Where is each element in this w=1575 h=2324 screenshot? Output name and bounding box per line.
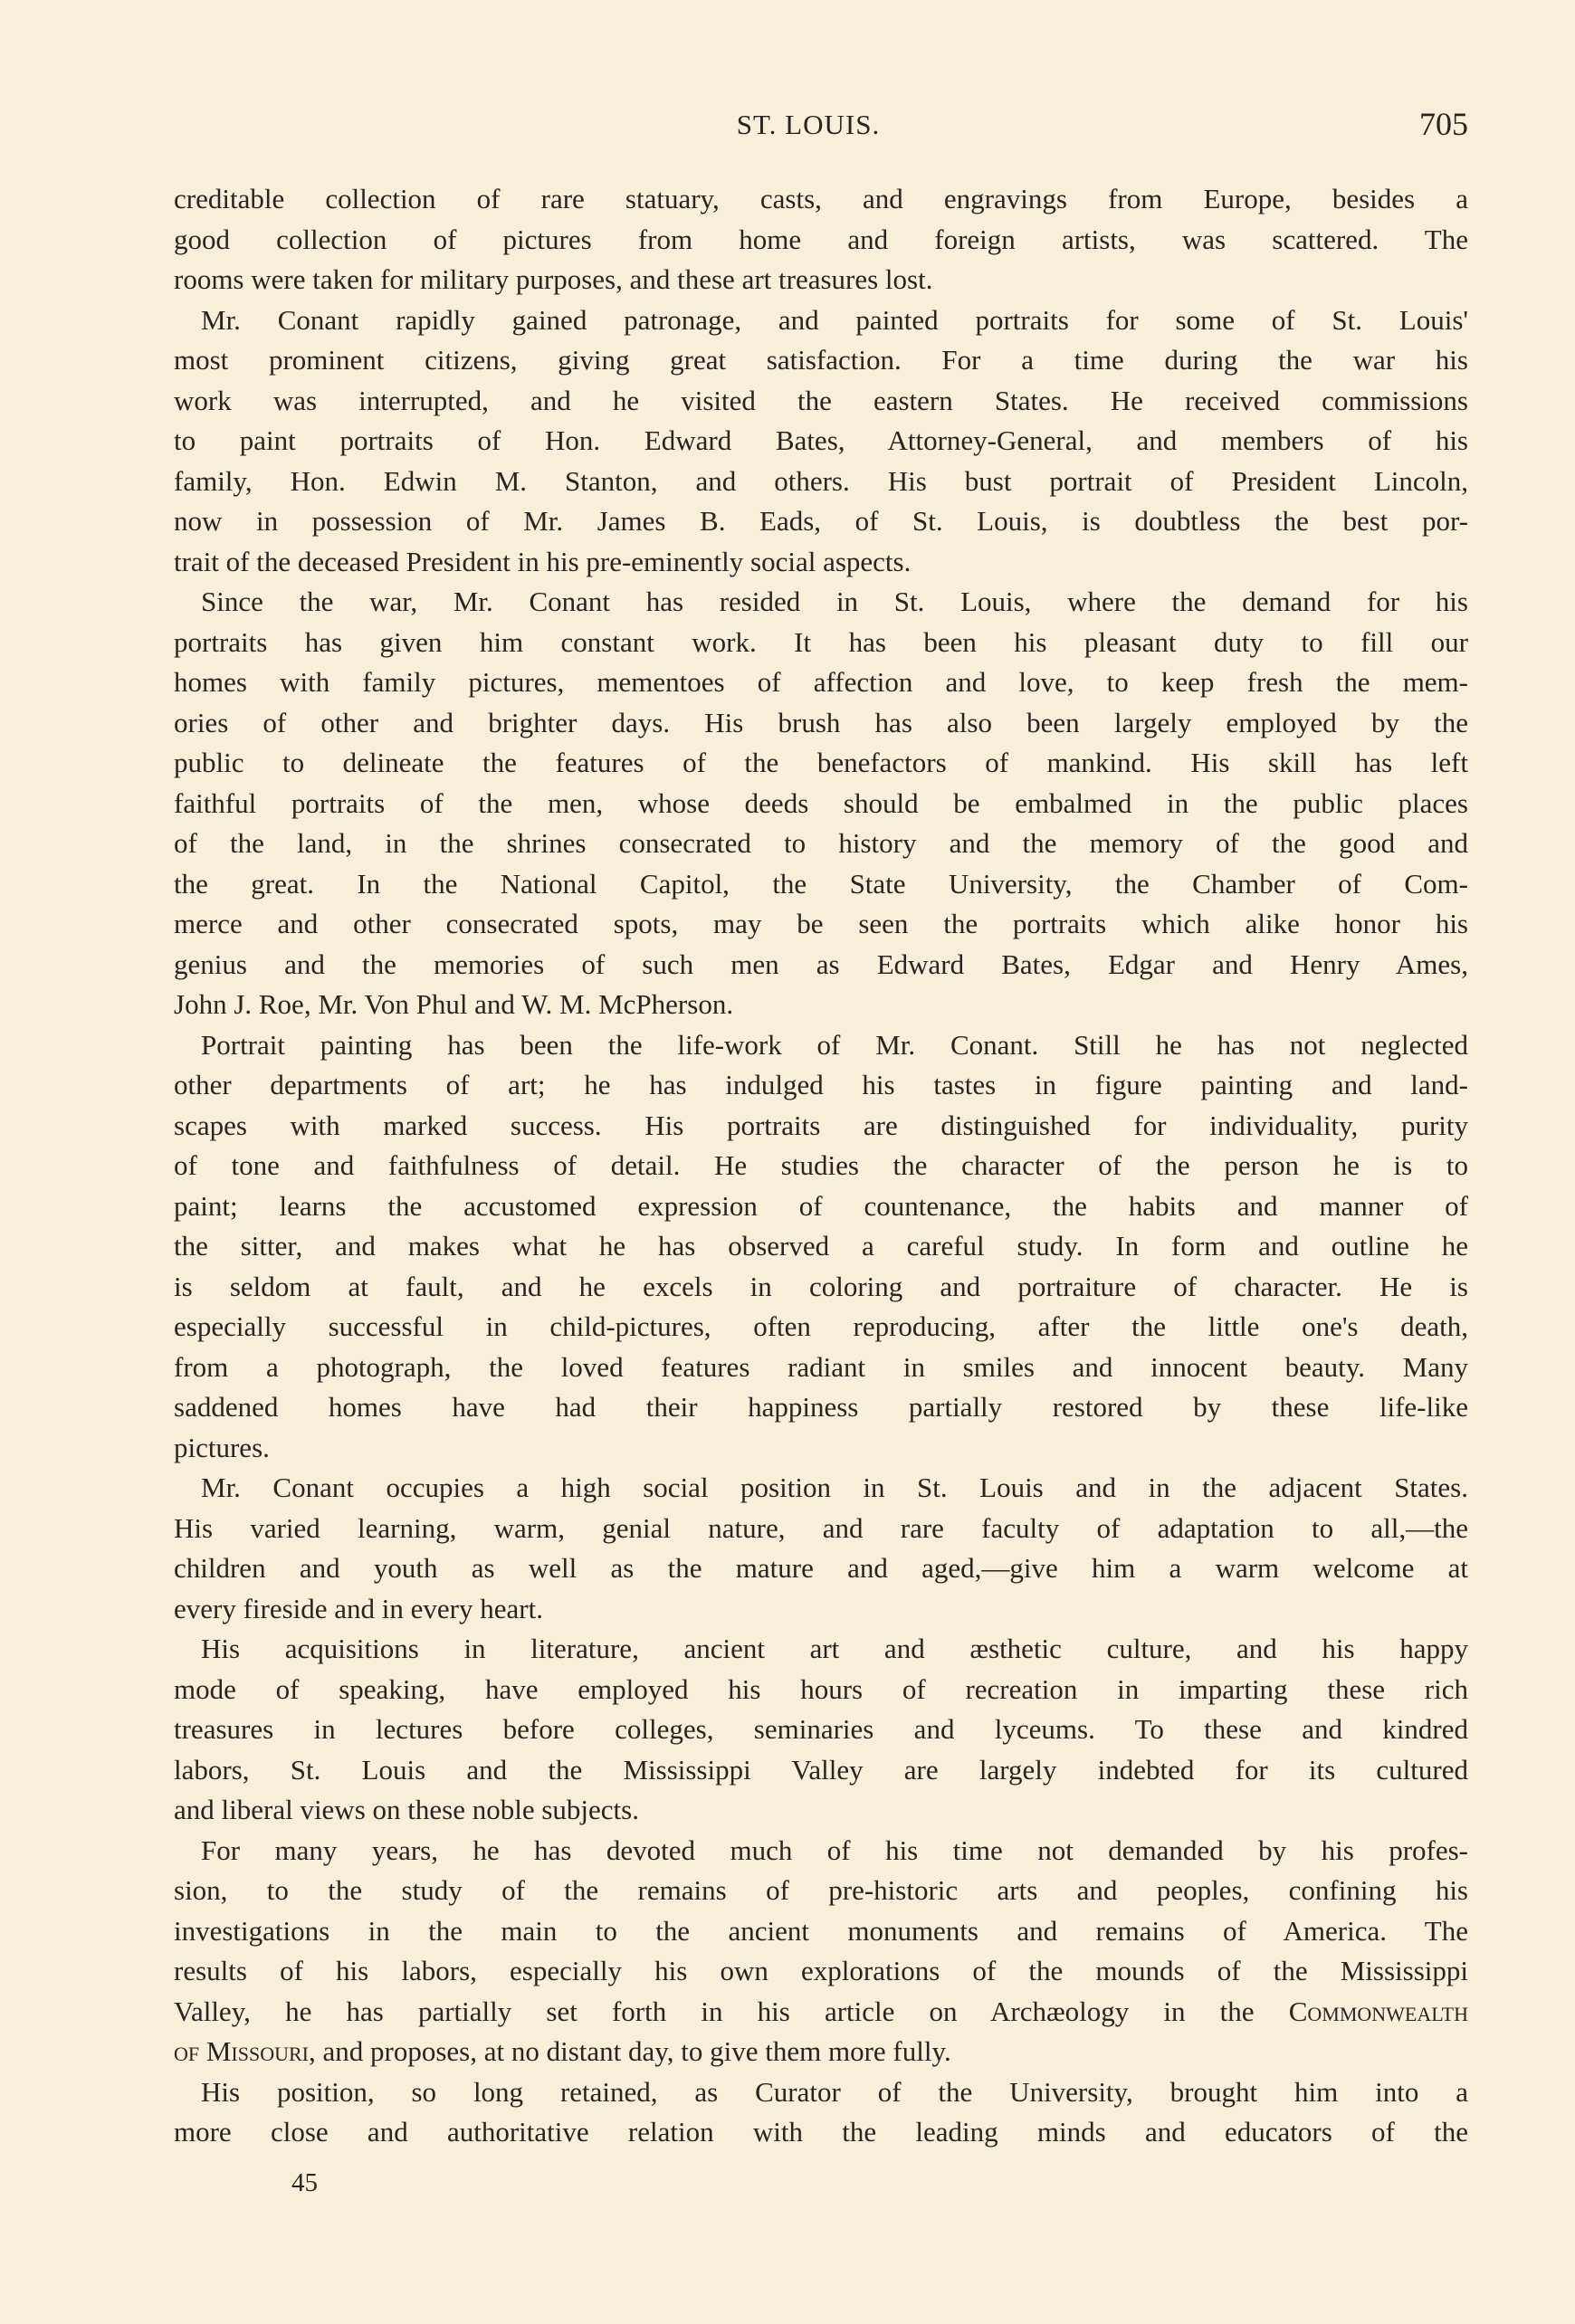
text-line xyxy=(174,824,1468,864)
text-line xyxy=(174,582,1468,623)
text-line xyxy=(174,501,1468,542)
text-line xyxy=(174,260,1468,300)
text-line xyxy=(174,2112,1468,2153)
line-text: the great. In the National Capitol, the State University, the Chamber of Com- xyxy=(174,867,1468,900)
text-line xyxy=(174,743,1468,784)
text-line xyxy=(174,1387,1468,1428)
text-line xyxy=(174,1831,1468,1872)
text-line xyxy=(174,1186,1468,1227)
text-line xyxy=(174,1670,1468,1710)
text-line xyxy=(174,462,1468,502)
text-line xyxy=(174,1629,1468,1670)
line-text: and liberal views on these noble subjects. xyxy=(174,1794,639,1825)
text-line xyxy=(174,2072,1468,2113)
text-line xyxy=(174,1911,1468,1952)
line-text: creditable collection of rare statuary, casts, and engravings from Europe, besides a xyxy=(174,183,1468,214)
line-text: results of his labors, especially his own explorations of the mounds of the Mississippi xyxy=(174,1955,1468,1986)
text-line xyxy=(174,904,1468,945)
line-text: good collection of pictures from home and foreign artists, was scattered. The xyxy=(174,223,1468,255)
line-text: scapes with marked success. His portraits are distinguished for individuality, purity xyxy=(174,1109,1468,1141)
line-text: especially successful in child-pictures, often reproducing, after the little one's death, xyxy=(174,1310,1468,1342)
line-text: genius and the memories of such men as Edward Bates, Edgar and Henry Ames, xyxy=(174,948,1468,980)
signature-mark: 45 xyxy=(291,2168,318,2197)
text-line xyxy=(174,340,1468,381)
text-line xyxy=(174,1146,1468,1186)
text-line xyxy=(174,864,1468,905)
line-text: His acquisitions in literature, ancient art and æsthetic culture, and his happy xyxy=(201,1633,1468,1664)
small-caps-text: of Missouri xyxy=(174,2035,310,2067)
page-number: 705 xyxy=(1419,106,1468,142)
text-line xyxy=(174,1509,1468,1549)
text-line xyxy=(174,662,1468,703)
line-text: merce and other consecrated spots, may be seen the portraits which alike honor his xyxy=(174,908,1468,939)
line-text: pictures. xyxy=(174,1431,270,1463)
running-head xyxy=(0,105,1575,147)
text-line xyxy=(174,1468,1468,1509)
line-text: Since the war, Mr. Conant has resided in St. Louis, where the demand for his xyxy=(201,586,1468,617)
text-line xyxy=(174,1710,1468,1750)
line-text: of tone and faithfulness of detail. He studies the character of the person he is to xyxy=(174,1149,1468,1181)
line-text: faithful portraits of the men, whose deeds should be embalmed in the public places xyxy=(174,786,1468,819)
text-line xyxy=(174,1226,1468,1267)
text-line xyxy=(174,1106,1468,1147)
text-line xyxy=(174,985,1468,1025)
line-text: homes with family pictures, mementoes of affection and love, to keep fresh the mem- xyxy=(174,666,1468,698)
line-text: now in possession of Mr. James B. Eads, of St. Louis, is doubtless the best por- xyxy=(174,505,1468,537)
line-text: Mr. Conant rapidly gained patronage, and painted portraits for some of St. Louis' xyxy=(201,303,1468,336)
line-text: of the land, in the shrines consecrated to history and the memory of the good and xyxy=(174,827,1468,859)
line-text: public to delineate the features of the benefactors of mankind. His skill has left xyxy=(174,747,1468,778)
line-text: sion, to the study of the remains of pre-historic arts and peoples, confining his xyxy=(174,1874,1468,1906)
text-line xyxy=(174,1589,1468,1630)
text-line xyxy=(174,1428,1468,1469)
text-line xyxy=(174,784,1468,824)
line-text: , and proposes, at no distant day, to give them more fully. xyxy=(309,2035,951,2067)
line-text: the sitter, and makes what he has observed a careful study. In form and outline he xyxy=(174,1230,1468,1262)
line-text: portraits has given him constant work. It has been his pleasant duty to fill our xyxy=(174,625,1468,658)
line-text: labors, St. Louis and the Mississippi Valley are largely indebted for its cultured xyxy=(174,1753,1468,1786)
line-text: John J. Roe, Mr. Von Phul and W. M. McPherson. xyxy=(174,988,734,1020)
line-text: other departments of art; he has indulged his tastes in figure painting and land- xyxy=(174,1069,1468,1100)
running-head-title: ST. LOUIS. xyxy=(736,109,881,140)
text-line xyxy=(174,623,1468,663)
line-text: Portrait painting has been the life-work of Mr. Conant. Still he has not neglected xyxy=(201,1028,1468,1061)
text-line xyxy=(174,300,1468,341)
text-line xyxy=(174,945,1468,986)
line-text: mode of speaking, have employed his hours of recreation in imparting these rich xyxy=(174,1672,1468,1705)
line-text: every fireside and in every heart. xyxy=(174,1592,543,1624)
line-text: Valley, he has partially set forth in his article on Archæology in the xyxy=(174,1995,1289,2027)
line-text: paint; learns the accustomed expression of countenance, the habits and manner of xyxy=(174,1189,1468,1222)
line-text: to paint portraits of Hon. Edward Bates, Attorney-General, and members of his xyxy=(174,424,1468,456)
body-text xyxy=(174,179,1468,2153)
line-text: trait of the deceased President in his pre-eminently social aspects. xyxy=(174,545,912,577)
text-line xyxy=(174,1548,1468,1589)
line-text: family, Hon. Edwin M. Stanton, and others. His bust portrait of President Lincoln, xyxy=(174,464,1468,497)
text-line xyxy=(174,421,1468,462)
line-text: most prominent citizens, giving great satisfaction. For a time during the war his xyxy=(174,344,1468,376)
text-line xyxy=(174,1790,1468,1831)
text-line xyxy=(174,1992,1468,2033)
line-text: His varied learning, warm, genial nature, and rare faculty of adaptation to all,—the xyxy=(174,1511,1468,1544)
text-line xyxy=(174,381,1468,422)
line-text: ories of other and brighter days. His brush has also been largely employed by the xyxy=(174,706,1468,738)
line-text: children and youth as well as the mature and aged,—give him a warm welcome at xyxy=(174,1552,1468,1584)
text-line xyxy=(174,1348,1468,1388)
line-text: His position, so long retained, as Curator of the University, brought him into a xyxy=(201,2075,1468,2108)
line-text: is seldom at fault, and he excels in coloring and portraiture of character. He is xyxy=(174,1270,1468,1302)
line-text: investigations in the main to the ancient monuments and remains of America. The xyxy=(174,1914,1468,1947)
small-caps-text: Commonwealth xyxy=(1288,1995,1468,2027)
text-line xyxy=(174,1025,1468,1066)
line-text: work was interrupted, and he visited the eastern States. He received commissions xyxy=(174,384,1468,416)
text-line xyxy=(174,1065,1468,1106)
text-line xyxy=(174,1307,1468,1348)
line-text: For many years, he has devoted much of his time not demanded by his profes- xyxy=(201,1833,1468,1866)
text-line xyxy=(174,542,1468,583)
text-line xyxy=(174,179,1468,220)
text-line xyxy=(174,220,1468,261)
text-line xyxy=(174,703,1468,744)
line-text: Mr. Conant occupies a high social position in St. Louis and in the adjacent States. xyxy=(201,1472,1468,1503)
text-line xyxy=(174,1750,1468,1791)
line-text: from a photograph, the loved features radiant in smiles and innocent beauty. Many xyxy=(174,1350,1468,1383)
text-line xyxy=(174,1267,1468,1308)
line-text: more close and authoritative relation with the leading minds and educators of the xyxy=(174,2116,1468,2148)
text-line xyxy=(174,2032,1468,2072)
text-line xyxy=(174,1871,1468,1911)
line-text: rooms were taken for military purposes, and these art treasures lost. xyxy=(174,263,933,295)
line-text: treasures in lectures before colleges, seminaries and lyceums. To these and kindred xyxy=(174,1713,1468,1745)
line-text: saddened homes have had their happiness partially restored by these life-like xyxy=(174,1391,1468,1423)
text-line xyxy=(174,1951,1468,1992)
